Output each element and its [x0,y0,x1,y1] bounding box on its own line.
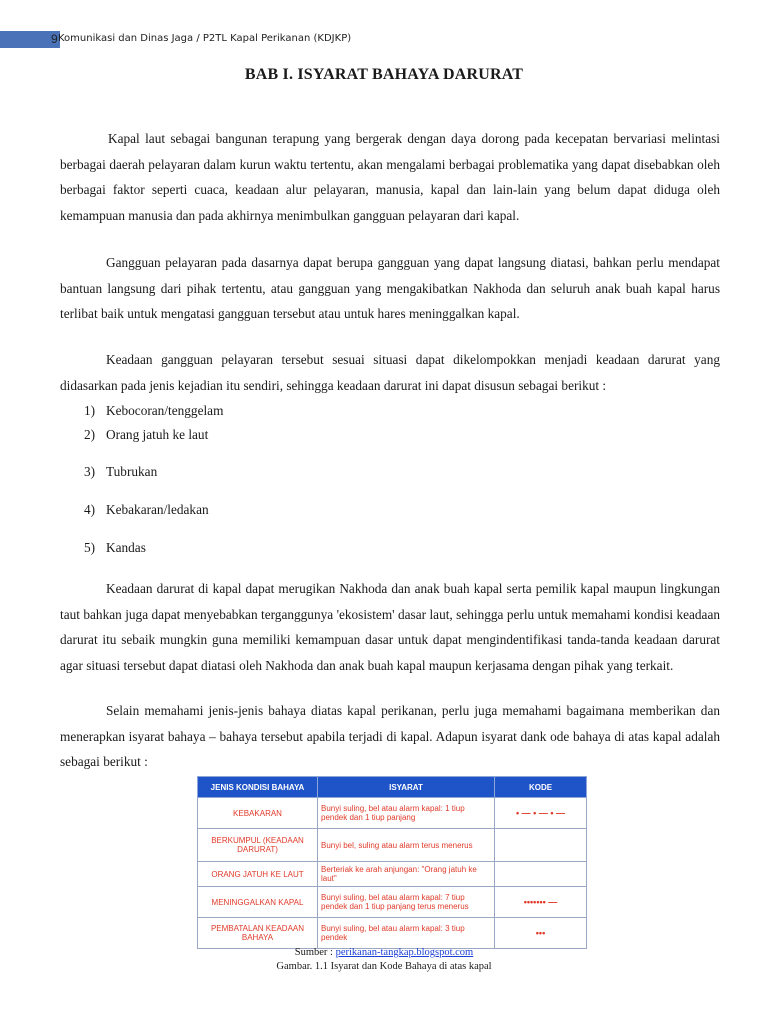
code-cell: ••• [495,918,587,949]
code-cell [495,829,587,862]
figure-source [0,947,768,958]
signal-cell: Bunyi suling, bel atau alarm kapal: 1 tiup pendek dan 1 tiup panjang [318,798,495,829]
list-number: 2) [84,427,96,442]
condition-cell: KEBAKARAN [198,798,318,829]
header-code: KODE [495,777,587,798]
hazard-table-figure [197,776,589,942]
list-number: 5) [84,540,96,555]
condition-cell: ORANG JATUH KE LAUT [198,862,318,887]
list-item [84,502,209,518]
code-cell: • — • — • — [495,798,587,829]
signal-cell: Bunyi suling, bel atau alarm kapal: 3 tiup pendek [318,918,495,949]
source-link[interactable]: perikanan-tangkap.blogspot.com [335,947,474,958]
list-number: 4) [84,502,96,517]
table-row [198,887,587,918]
list-item [84,403,223,419]
signal-cell: Bunyi bel, suling atau alarm terus menerus [318,829,495,862]
page-number: 9 [51,32,58,46]
table-row [198,862,587,887]
chapter-title: BAB I. ISYARAT BAHAYA DARURAT [244,66,524,83]
header-condition: JENIS KONDISI BAHAYA [198,777,318,798]
list-text: Kebocoran/tenggelam [106,403,224,418]
table-row [198,918,587,949]
list-item [84,540,146,556]
paragraph-4: Keadaan darurat di kapal dapat merugikan Nakhoda dan anak buah kapal serta pemilik kapal maupun lingkungan taut bahkan juga dapat menyebabkan terganggunya 'ekosistem' dasar laut, sehingga perlu untuk memahami kondisi keadaan darurat itu sebaik mungkin guna memiliki kemampuan dasar untuk dapat mengindentifikasi tanda-tanda keadaan darurat agar situasi tersebut dapat diatasi oleh Nakhoda dan anak buah kapal maupun kerjasama dengan pihak yang terkait. [60,581,720,673]
condition-cell: BERKUMPUL (KEADAAN DARURAT) [198,829,318,862]
condition-cell: MENINGGALKAN KAPAL [198,887,318,918]
table-row [198,798,587,829]
paragraph-5: Selain memahami jenis-jenis bahaya diatas kapal perikanan, perlu juga memahami bagaimana memberikan dan menerapkan isyarat bahaya – bahaya tersebut apabila terjadi di kapal. Adapun isyarat dank ode bahaya di atas kapal adalah sebagai berikut : [60,703,720,769]
figure-caption: Gambar. 1.1 Isyarat dan Kode Bahaya di atas kapal [276,961,492,972]
list-text: Tubrukan [106,464,158,479]
list-item [84,464,157,480]
list-text: Kebakaran/ledakan [106,502,209,517]
list-item [84,427,208,443]
list-text: Kandas [106,540,146,555]
condition-cell: PEMBATALAN KEADAAN BAHAYA [198,918,318,949]
hazard-signal-table [197,776,587,949]
code-cell [495,862,587,887]
paragraph-2: Gangguan pelayaran pada dasarnya dapat berupa gangguan yang dapat langsung diatasi, bahkan perlu mendapat bantuan langsung dari pihak tertentu, atau gangguan yang mengakibatkan Nakhoda dan seluruh anak buah kapal harus terlibat baik untuk mengatasi gangguan tersebut atau untuk hares meninggalkan kapal. [60,255,720,321]
list-text: Orang jatuh ke laut [106,427,209,442]
code-cell: ••••••• — [495,887,587,918]
header-signal: ISYARAT [318,777,495,798]
paragraph-1: Kapal laut sebagai bangunan terapung yang bergerak dengan daya dorong pada kecepatan bervariasi melintasi berbagai daerah pelayaran dalam kurun waktu tertentu, akan mengalami berbagai problematika yang dapat disebabkan oleh berbagai faktor seperti cuaca, keadaan alur pelayaran, manusia, kapal dan lain-lain yang belum dapat diduga oleh kemampuan manusia dan pada akhirnya menimbulkan gangguan pelayaran dari kapal. [60,131,720,223]
signal-cell: Bunyi suling, bel atau alarm kapal: 7 tiup pendek dan 1 tiup panjang terus menerus [318,887,495,918]
signal-cell: Berteriak ke arah anjungan: "Orang jatuh ke laut" [318,862,495,887]
list-number: 3) [84,464,96,479]
source-label: Sumber : [294,947,336,958]
table-row [198,829,587,862]
running-title: Komunikasi dan Dinas Jaga / P2TL Kapal Perikanan (KDJKP) [58,33,352,44]
paragraph-3: Keadaan gangguan pelayaran tersebut sesuai situasi dapat dikelompokkan menjadi keadaan darurat yang didasarkan pada jenis kejadian itu sendiri, sehingga keadaan darurat ini dapat disusun sebagai berikut : [60,352,720,393]
list-number: 1) [84,403,96,418]
